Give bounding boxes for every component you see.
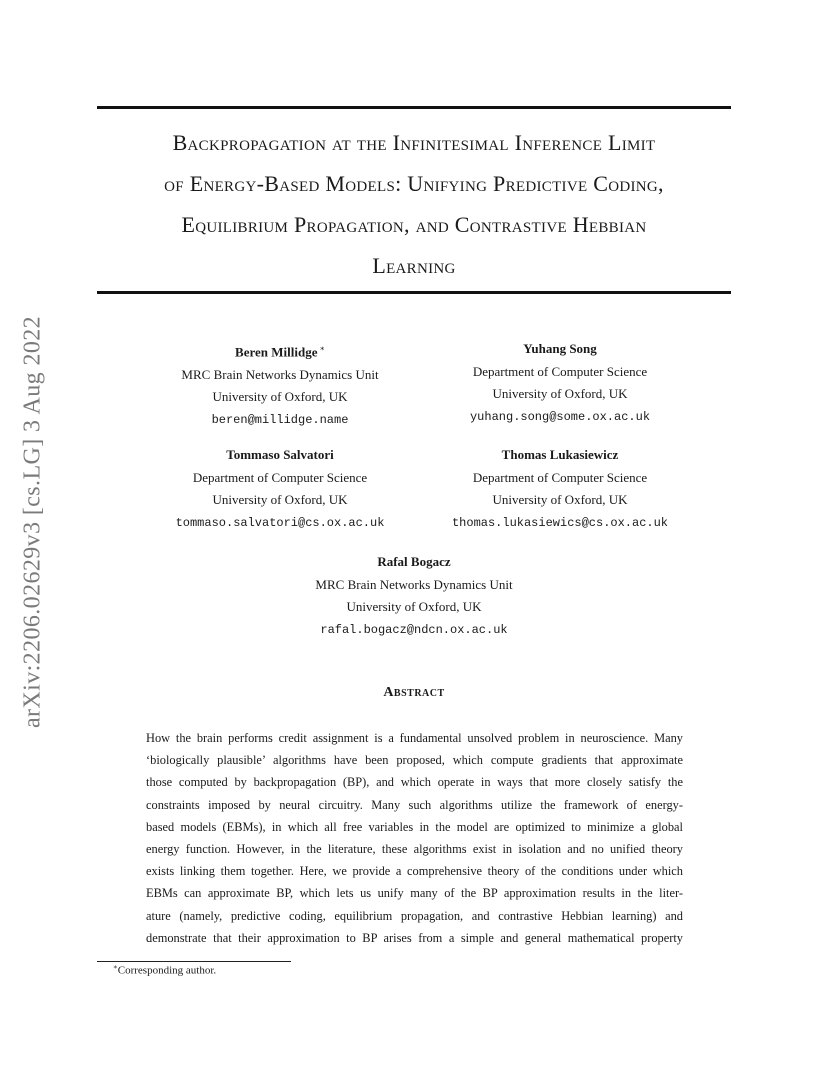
title-line-1: Backpropagation at the Infinitesimal Inference Limit — [172, 130, 656, 155]
author-email[interactable]: rafal.bogacz@ndcn.ox.ac.uk — [320, 622, 508, 637]
abstract-line: ‘biologically plausible’ algorithms have been proposed, which compute gradients that approximate — [146, 753, 683, 768]
author-university: University of Oxford, UK — [492, 492, 628, 507]
author-name: Beren Millidge ∗ — [235, 344, 325, 360]
arxiv-identifier-sidebar — [16, 292, 50, 752]
paper-title — [97, 122, 731, 286]
title-bottom-rule — [97, 291, 731, 294]
footnote-rule — [97, 961, 291, 962]
author-block-millidge — [160, 338, 400, 431]
abstract-line: energy function. However, in the literature, these algorithms exist in isolation and no unified theory — [146, 841, 683, 856]
author-university: University of Oxford, UK — [212, 492, 348, 507]
corresponding-author-mark: ∗ — [319, 344, 325, 353]
author-name: Yuhang Song — [523, 341, 597, 356]
author-affiliation: Department of Computer Science — [472, 363, 648, 379]
abstract-line: those computed by backpropagation (BP), and which operate in ways that more closely satisfy the — [146, 775, 683, 790]
abstract-line: constraints imposed by neural circuitry. Many such algorithms utilize the framework of energy- — [146, 797, 683, 812]
abstract-line: How the brain performs credit assignment is a fundamental unsolved problem in neuroscience. Many — [146, 731, 683, 745]
author-name: Rafal Bogacz — [377, 554, 451, 569]
author-block-song — [440, 338, 680, 428]
footnote — [113, 963, 216, 977]
author-university: University of Oxford, UK — [346, 599, 482, 614]
abstract-line: ature (namely, predictive coding, equilibrium propagation, and contrastive Hebbian learning) and — [146, 908, 683, 923]
title-line-3: Equilibrium Propagation, and Contrastive Hebbian — [181, 212, 647, 237]
arxiv-identifier-text: arXiv:2206.02629v3 [cs.LG] 3 Aug 2022 — [19, 315, 46, 729]
author-name: Tommaso Salvatori — [226, 447, 334, 462]
author-affiliation: MRC Brain Networks Dynamics Unit — [315, 576, 513, 592]
author-block-salvatori — [160, 444, 400, 534]
author-email[interactable]: tommaso.salvatori@cs.ox.ac.uk — [175, 515, 385, 530]
title-line-4: Learning — [372, 253, 456, 278]
author-email[interactable]: yuhang.song@some.ox.ac.uk — [469, 409, 651, 424]
abstract-body — [146, 727, 683, 949]
author-email[interactable]: thomas.lukasiewics@cs.ox.ac.uk — [451, 515, 669, 530]
author-block-lukasiewicz — [440, 444, 680, 534]
footnote-text: Corresponding author. — [117, 964, 217, 977]
title-line-2: of Energy-Based Models: Unifying Predictive Coding, — [164, 171, 664, 196]
author-affiliation: Department of Computer Science — [472, 469, 648, 485]
footnote-mark: ∗ — [113, 963, 118, 971]
author-name: Thomas Lukasiewicz — [501, 447, 619, 462]
title-top-rule — [97, 106, 731, 109]
author-university: University of Oxford, UK — [492, 386, 628, 401]
abstract-line: demonstrate that their approximation to BP arises from a simple and general mathematical property — [146, 930, 683, 945]
author-email[interactable]: beren@millidge.name — [211, 412, 349, 427]
abstract-line: EBMs can approximate BP, which lets us unify many of the BP approximation results in the liter- — [146, 886, 683, 901]
abstract-line: exists linking them together. Here, we provide a comprehensive theory of the conditions under which — [146, 864, 683, 879]
abstract-heading: Abstract — [383, 685, 445, 700]
author-affiliation: Department of Computer Science — [192, 469, 368, 485]
abstract-line: based models (EBMs), in which all free variables in the model are optimized to minimize a global — [146, 819, 683, 834]
author-block-bogacz — [294, 551, 534, 641]
author-affiliation: MRC Brain Networks Dynamics Unit — [181, 366, 379, 382]
author-university: University of Oxford, UK — [212, 389, 348, 405]
